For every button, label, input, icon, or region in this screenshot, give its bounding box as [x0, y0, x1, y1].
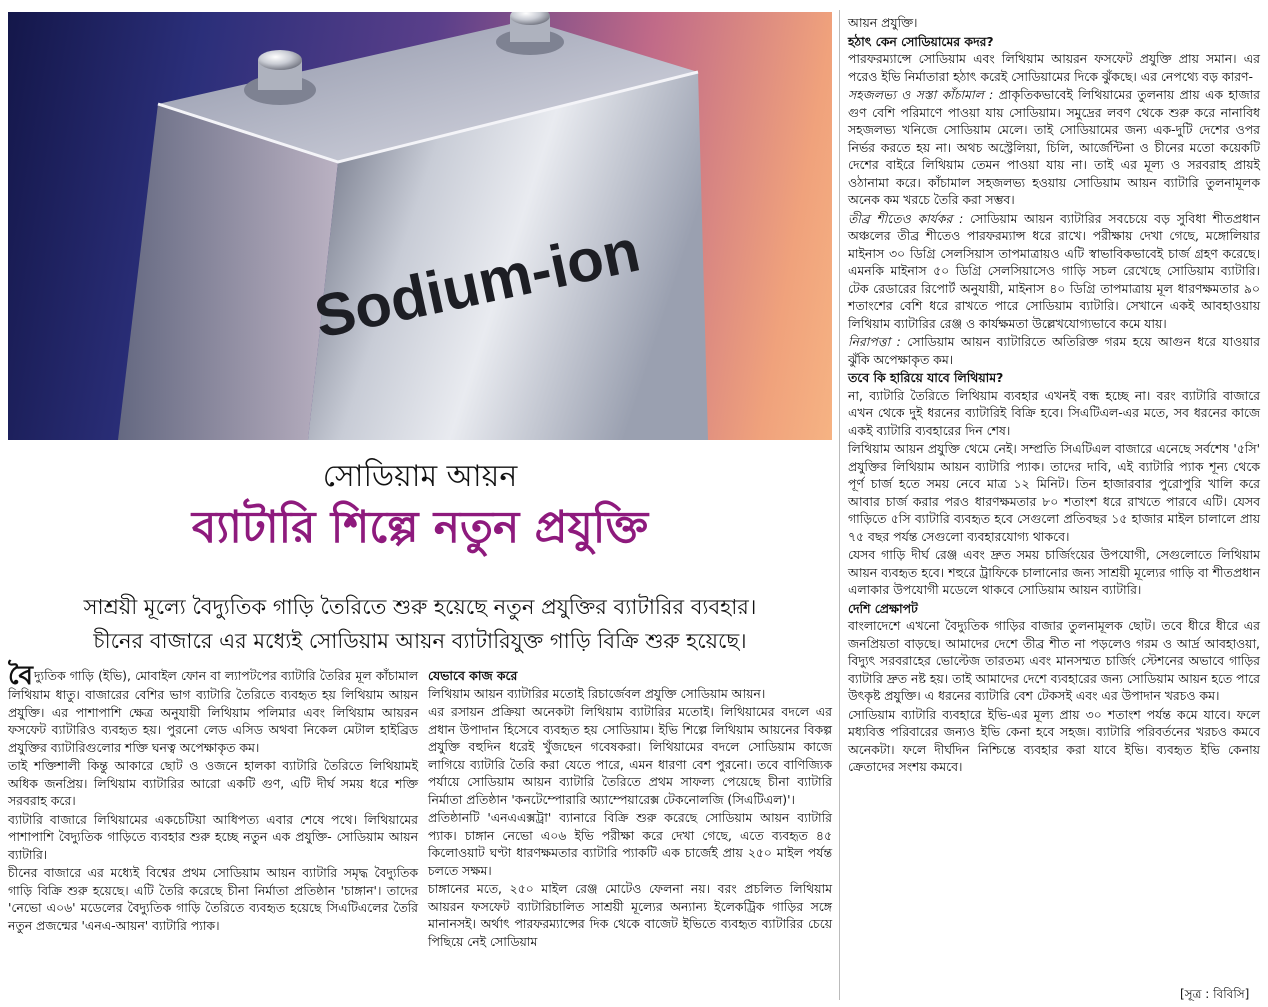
paragraph	[848, 333, 1260, 368]
paragraph: প্রতিষ্ঠানটি 'এনএএক্সট্রা' ব্যানারে বিক্রি শুরু করেছে সোডিয়াম আয়ন ব্যাটারি প্যাক। চাঙ্গান নেভো এ০৬ ইভি পরীক্ষা করে দেখা গেছে, এতে ব্যবহৃত ৪৫ কিলোওয়াট ঘণ্টা ধারণক্ষমতার ব্যাটারি প্যাকটি এক চার্জেই প্রায় ২৫০ মাইল পর্যন্ত চলতে সক্ষম।	[428, 810, 832, 878]
paragraph: লিথিয়াম আয়ন ব্যাটারির মতোই রিচার্জেবল প্রযুক্তি সোডিয়াম আয়ন।	[428, 685, 766, 701]
source-credit: [সূত্র : বিবিসি]	[1180, 987, 1250, 1001]
paragraph-text: সোডিয়াম আয়ন ব্যাটারির সবচেয়ে বড় সুবিধা শীতপ্রধান অঞ্চলের তীব্র শীতেও পারফরম্যান্স ধরে রাখে। পরীক্ষায় দেখা গেছে, মঙ্গোলিয়ার মাইনাস ৩০ ডিগ্রি সেলসিয়াস তাপমাত্রায়ও এটি স্বাভাবিকভাবেই চার্জ গ্রহণ করেছে। এমনকি মাইনাস ৫০ ডিগ্রি সেলসিয়াসেও গাড়ি সচল রেখেছে সোডিয়াম ব্যাটারি। টেক রেডারের রিপোর্ট অনুযায়ী, মাইনাস ৪০ ডিগ্রি তাপমাত্রায় মূল ধারণক্ষমতার ৯০ শতাংশের বেশি ধরে রাখতে পারে সোডিয়াম ব্যাটারি। সেখানে একই আবহাওয়ায় লিথিয়াম ব্যাটারির রেঞ্জ ও কার্যক্ষমতা উল্লেখযোগ্যভাবে কমে যায়।	[848, 210, 1260, 331]
article-kicker: সোডিয়াম আয়ন	[322, 459, 518, 494]
paragraph: যেসব গাড়ি দীর্ঘ রেঞ্জ এবং দ্রুত সময় চার্জিংয়ের উপযোগী, সেগুলোতে লিথিয়াম আয়ন ব্যবহৃত হবে। শহুরে ট্রাফিকে চালানোর জন্য সাশ্রয়ী মূল্যের গাড়ি বা শীতপ্রধান এলাকার উপযোগী মডেলে থাকবে সোডিয়াম আয়ন ব্যাটারি।	[848, 547, 1260, 597]
column-right	[848, 14, 1260, 777]
subheading: যেভাবে কাজ করে	[428, 668, 518, 683]
paragraph: লিথিয়াম আয়ন প্রযুক্তি থেমে নেই। সম্প্রতি সিএটিএল বাজারে এনেছে সর্বশেষ '৫সি' প্রযুক্তির লিথিয়াম আয়ন ব্যাটারি প্যাক। তাদের দাবি, এই ব্যাটারি প্যাক শূন্য থেকে পূর্ণ চার্জ হতে সময় নেবে মাত্র ১২ মিনিট। তিন হাজারবার পুরোপুরি খালি করে আবার চার্জ করার পরও ধারণক্ষমতার ৮০ শতাংশ ধরে রাখতে পারবে এটি। যেসব গাড়িতে ৫সি ব্যাটারি ব্যবহৃত হবে সেগুলো প্রতিবছর ১৫ হাজার মাইল চালালে প্রায় ৭৫ বছর পর্যন্ত সেগুলো ব্যবহারযোগ্য থাকবে।	[848, 441, 1260, 544]
paragraph-text: সোডিয়াম আয়ন ব্যাটারিতে অতিরিক্ত গরম হয়ে আগুন ধরে যাওয়ার ঝুঁকি অপেক্ষাকৃত কম।	[848, 334, 1260, 367]
paragraph: চীনের বাজারে এর মধ্যেই বিশ্বের প্রথম সোডিয়াম আয়ন ব্যাটারি সমৃদ্ধ বৈদ্যুতিক গাড়ি বিক্রি শুরু হয়েছে। এটি তৈরি করেছে চীনা নির্মাতা প্রতিষ্ঠান 'চাঙ্গান'। তাদের 'নেভো এ০৬' মডেলের বৈদ্যুতিক গাড়ি তৈরিতে ব্যবহৃত হয়েছে সিএটিএলের তৈরি নতুন প্রজন্মের 'এনএ-আয়ন' ব্যাটারি প্যাক।	[8, 865, 418, 933]
battery-cell-image	[8, 12, 832, 440]
column-middle	[428, 666, 832, 951]
paragraph	[848, 86, 1260, 209]
hero-image	[8, 12, 832, 440]
paragraph: চাঙ্গানের মতে, ২৫০ মাইল রেঞ্জ মোটেও ফেলনা নয়। বরং প্রচলিত লিথিয়াম আয়রন ফসফেট ব্যাটারিচালিত সাশ্রয়ী মূল্যের অন্যান্য ইলেকট্রিক গাড়ির সঙ্গে মানানসই। অর্থাৎ পারফরম্যান্সের দিক থেকে বাজেট ইভিতে ব্যবহৃত ব্যাটারির চেয়ে পিছিয়ে নেই সোডিয়াম	[428, 881, 832, 949]
lede-line-1: সাশ্রয়ী মূল্যে বৈদ্যুতিক গাড়ি তৈরিতে শুরু হয়েছে নতুন প্রযুক্তির ব্যাটারির ব্যবহার।	[83, 595, 757, 619]
paragraph	[8, 661, 418, 756]
paragraph: পারফরম্যান্সে সোডিয়াম এবং লিথিয়াম আয়রন ফসফেট প্রযুক্তি প্রায় সমান। এর পরেও ইভি নির্মাতারা হঠাৎ করেই সোডিয়ামের দিকে ঝুঁকছে। এর নেপথ্যে বড় কারণ-	[848, 51, 1260, 84]
paragraph	[848, 210, 1260, 333]
lede-line-2: চীনের বাজারে এর মধ্যেই সোডিয়াম আয়ন ব্যাটারিযুক্ত গাড়ি বিক্রি শুরু হয়েছে।	[93, 629, 747, 653]
paragraph: আয়ন প্রযুক্তি।	[848, 15, 918, 30]
article-headline: ব্যাটারি শিল্পে নতুন প্রযুক্তি	[191, 502, 649, 553]
paragraph: ব্যাটারি বাজারে লিথিয়ামের একচেটিয়া আধিপত্য এবার শেষে পথে। লিথিয়ামের পাশাপাশি বৈদ্যুতিক গাড়িতে ব্যবহার শুরু হচ্ছে নতুন এক প্রযুক্তি- সোডিয়াম আয়ন ব্যাটারি।	[8, 811, 418, 862]
paragraph-text: প্রাকৃতিকভাবেই লিথিয়ামের তুলনায় প্রায় এক হাজার গুণ বেশি পরিমাণে পাওয়া যায় সোডিয়াম। সমুদ্রের লবণ থেকে শুরু করে নানাবিধ সহজলভ্য খনিজে সোডিয়াম মেলে। তাই সোডিয়ামের জন্য এক-দুটি দেশের ওপর নির্ভর করতে হয় না। অথচ অস্ট্রেলিয়া, চিলি, আর্জেন্টিনা ও চীনের মতো কয়েকটি দেশের বাইরে লিথিয়াম তেমন পাওয়া যায় না। তাই এর মূল্য ও সরবরাহ প্রায়ই ওঠানামা করে। কাঁচামাল সহজলভ্য হওয়ায় সোডিয়াম আয়ন ব্যাটারি তুলনামূলক অনেক কম খরচে তৈরি করা সম্ভব।	[848, 87, 1260, 207]
subheading: তবে কি হারিয়ে যাবে লিথিয়াম?	[848, 370, 1004, 385]
paragraph-text: দ্যুতিক গাড়ি (ইভি), মোবাইল ফোন বা ল্যাপটপের ব্যাটারি তৈরির মূল কাঁচামাল লিথিয়াম ধাতু। বাজারের বেশির ভাগ ব্যাটারি তৈরিতে ব্যবহৃত হয় লিথিয়াম আয়ন প্রযুক্তি। এর পাশাপাশি ক্ষেত্র অনুযায়ী লিথিয়াম পলিমার এবং লিথিয়াম আয়রন ফসফেট ব্যাটারিও ব্যবহৃত হয়। পুরনো লেড এসিড অথবা নিকেল মেটাল হাইব্রিড প্রযুক্তির ব্যাটারিগুলোর শক্তি ঘনত্ব অপেক্ষাকৃত কম।	[8, 668, 418, 755]
inline-heading: সহজলভ্য ও সস্তা কাঁচামাল :	[848, 87, 994, 102]
subheading: হঠাৎ কেন সোডিয়ামের কদর?	[848, 33, 994, 49]
column-divider	[839, 10, 840, 1000]
paragraph: সোডিয়াম ব্যাটারি ব্যবহারে ইভি-এর মূল্য প্রায় ৩০ শতাংশ পর্যন্ত কমে যাবে। ফলে মধ্যবিত্ত পরিবারের জন্যও ইভি কেনা হবে সহজ। ব্যাটারি পরিবর্তনের খরচও কমবে অনেকটা। ফলে দীর্ঘদিন নিশ্চিন্তে ব্যবহার করা যাবে ইভি। ব্যবহৃত ইভি কেনায় ক্রেতাদের সংশয় কমবে।	[848, 706, 1260, 774]
article-lede	[8, 590, 832, 658]
column-left	[8, 661, 418, 935]
drop-cap: বৈ	[8, 661, 33, 691]
paragraph: বাংলাদেশে এখনো বৈদ্যুতিক গাড়ির বাজার তুলনামূলক ছোট। তবে ধীরে ধীরে এর জনপ্রিয়তা বাড়ছে। আমাদের দেশে তীব্র শীত না পড়লেও গরম ও আর্দ্র আবহাওয়া, বিদ্যুৎ সরবরাহের ভোল্টেজ তারতম্য এবং মানসম্মত চার্জিং স্টেশনের অভাবে গাড়ির ব্যাটারি দ্রুত নষ্ট হয়। তাই আমাদের দেশে ব্যবহারের জন্য সোডিয়াম আয়ন হতে পারে উৎকৃষ্ট প্রযুক্তি। এ ধরনের ব্যাটারি বেশ টেকসই এবং এর উপাদান খরচও কম।	[848, 618, 1260, 703]
paragraph: তাই শক্তিশালী কিন্তু আকারে ছোট ও ওজনে হালকা ব্যাটারি তৈরিতে লিথিয়ামই অধিক জনপ্রিয়। লিথিয়াম ব্যাটারির আরো একটি গুণ, এটি দীর্ঘ সময় ধরে শক্তি সরবরাহ করে।	[8, 758, 418, 808]
paragraph: এর রসায়ন প্রক্রিয়া অনেকটা লিথিয়াম ব্যাটারির মতোই। লিথিয়ামের বদলে এর প্রধান উপাদান হিসেবে ব্যবহৃত হয় সোডিয়াম। ইভি শিল্পে লিথিয়াম আয়নের বিকল্প প্রযুক্তি বহুদিন ধরেই খুঁজছেন গবেষকরা। লিথিয়ামের বদলে সোডিয়াম কাজে লাগিয়ে ব্যাটারি তৈরি করা যেতে পারে, এমন ধারণা বেশ পুরনো। তবে বাণিজ্যিক পর্যায়ে সোডিয়াম আয়ন ব্যাটারি তৈরিতে প্রথম সাফল্য পেয়েছে চীনা ব্যাটারি নির্মাতা প্রতিষ্ঠান 'কনটেম্পোরারি অ্যাম্পেয়ারেক্স টেকনোলজি (সিএটিএল)'।	[428, 704, 832, 807]
paragraph: না, ব্যাটারি তৈরিতে লিথিয়াম ব্যবহার এখনই বন্ধ হচ্ছে না। বরং ব্যাটারি বাজারে এখন থেকে দুই ধরনের ব্যাটারিই বিক্রি হবে। সিএটিএল-এর মতে, সব ধরনের কাজে একই ব্যাটারি ব্যবহারের দিন শেষ।	[848, 387, 1260, 438]
subheading: দেশি প্রেক্ষাপট	[848, 600, 918, 616]
inline-heading: তীব্র শীতেও কার্যকর :	[848, 210, 964, 226]
inline-heading: নিরাপত্তা :	[848, 334, 901, 349]
battery-label: Sodium-ion	[308, 216, 646, 351]
